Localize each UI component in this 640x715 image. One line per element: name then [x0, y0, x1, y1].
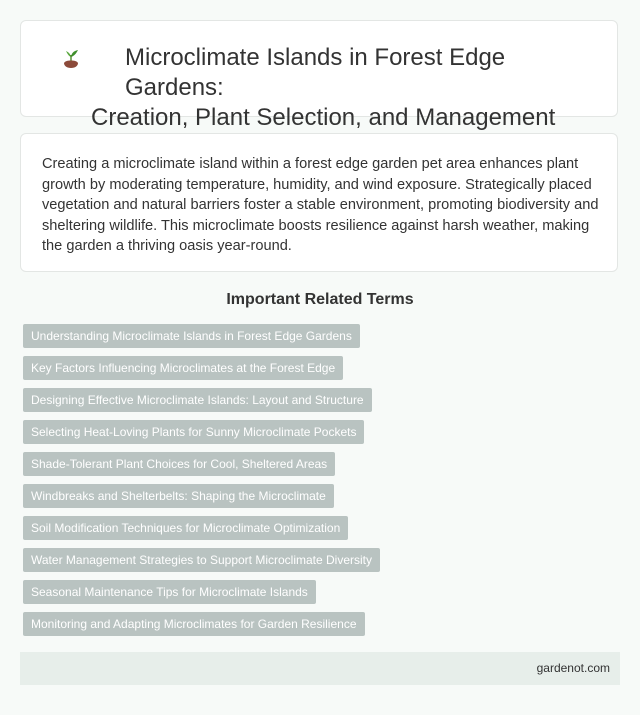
related-term-tag[interactable]: Water Management Strategies to Support Microclimate Diversity — [23, 548, 380, 572]
page-title-line-1: Microclimate Islands in Forest Edge Gardens: — [125, 44, 506, 101]
sprout-icon — [59, 45, 83, 69]
footer — [20, 652, 620, 685]
related-term-tag[interactable]: Windbreaks and Shelterbelts: Shaping the Microclimate — [23, 484, 334, 508]
intro-paragraph: Creating a microclimate island within a forest edge garden pet area enhances plant growth by moderating temperature, humidity, and wind exposure. Strategically placed vegetation and natural barriers foster a stable environment, promoting biodiversity and sheltering wildlife. This microclimate boosts resilience against harsh weather, making the garden a thriving oasis year-round. — [42, 156, 599, 255]
related-term-tag[interactable]: Selecting Heat-Loving Plants for Sunny Microclimate Pockets — [23, 420, 364, 444]
title-wrap — [59, 43, 599, 133]
related-term-tag[interactable]: Understanding Microclimate Islands in Forest Edge Gardens — [23, 324, 360, 348]
related-term-tag[interactable]: Shade-Tolerant Plant Choices for Cool, Sheltered Areas — [23, 452, 335, 476]
related-term-tag[interactable]: Designing Effective Microclimate Islands: Layout and Structure — [23, 388, 372, 412]
page-title — [59, 43, 599, 133]
footer-site-link[interactable]: gardenot.com — [536, 661, 610, 675]
related-term-tag[interactable]: Monitoring and Adapting Microclimates for Garden Resilience — [23, 612, 365, 636]
related-term-tag[interactable]: Key Factors Influencing Microclimates at the Forest Edge — [23, 356, 343, 380]
page-title-line-2: Creation, Plant Selection, and Management — [91, 104, 556, 131]
title-card — [20, 20, 618, 131]
intro-card — [20, 133, 618, 272]
related-terms-heading: Important Related Terms — [226, 291, 414, 308]
related-term-tag[interactable]: Soil Modification Techniques for Microclimate Optimization — [23, 516, 348, 540]
related-term-tag[interactable]: Seasonal Maintenance Tips for Microclimate Islands — [23, 580, 316, 604]
related-terms-list — [23, 324, 603, 644]
